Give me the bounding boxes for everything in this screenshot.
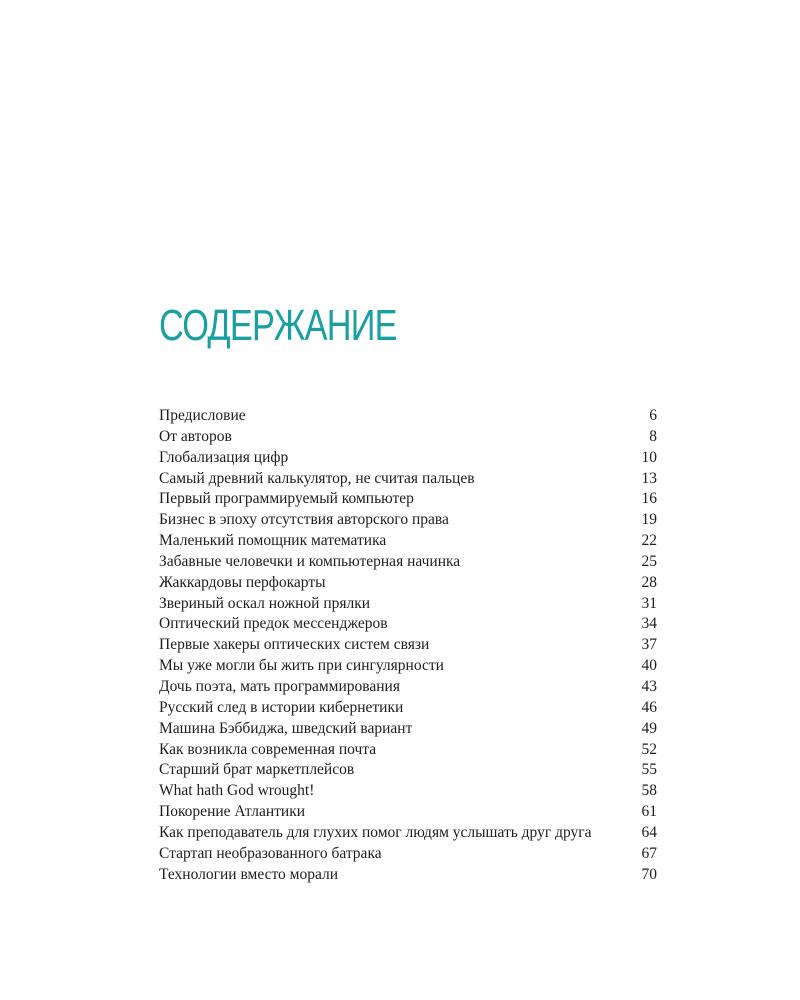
- table-of-contents: [159, 406, 657, 885]
- toc-entry-page: 67: [641, 844, 657, 862]
- toc-entry-title: Дочь поэта, мать программирования: [159, 677, 400, 695]
- toc-entry-page: 46: [641, 698, 657, 716]
- toc-entry: [159, 802, 657, 823]
- toc-entry: [159, 823, 657, 844]
- page-title: СОДЕРЖАНИЕ: [159, 301, 397, 350]
- toc-entry: [159, 698, 657, 719]
- toc-entry-page: 49: [641, 719, 657, 737]
- toc-entry-page: 40: [641, 657, 657, 675]
- toc-entry-page: 10: [641, 448, 657, 466]
- toc-entry-title: Первый программируемый компьютер: [159, 490, 414, 508]
- toc-entry-page: 55: [641, 761, 657, 779]
- toc-entry-page: 6: [649, 407, 657, 424]
- toc-entry-title: Бизнес в эпоху отсутствия авторского права: [159, 511, 449, 529]
- toc-entry-title: Маленький помощник математика: [159, 532, 387, 550]
- toc-entry-title: Машина Бэббиджа, шведский вариант: [159, 719, 413, 737]
- toc-entry-title: Самый древний калькулятор, не считая пальцев: [159, 469, 475, 487]
- toc-entry-title: Звериный оскал ножной прялки: [159, 594, 371, 612]
- toc-entry: [159, 448, 657, 469]
- toc-entry-title: Первые хакеры оптических систем связи: [159, 636, 430, 654]
- toc-entry: [159, 635, 657, 656]
- toc-entry-page: 13: [641, 469, 657, 487]
- toc-entry: [159, 656, 657, 677]
- toc-entry: [159, 531, 657, 552]
- toc-entry-title: Предисловие: [159, 407, 246, 424]
- toc-entry-page: 34: [641, 615, 657, 633]
- toc-entry-page: 16: [641, 490, 657, 508]
- toc-entry-page: 61: [641, 803, 657, 821]
- toc-entry: [159, 760, 657, 781]
- toc-entry-title: What hath God wrought!: [159, 782, 315, 800]
- toc-entry-title: Русский след в истории кибернетики: [159, 698, 404, 716]
- toc-entry-title: Как возникла современная почта: [159, 740, 377, 758]
- toc-entry-title: Забавные человечки и компьютерная начинка: [159, 552, 461, 570]
- toc-entry-title: Покорение Атлантики: [159, 803, 306, 821]
- toc-entry: [159, 469, 657, 490]
- toc-entry-page: 37: [641, 636, 657, 654]
- toc-entry-title: Старший брат маркетплейсов: [159, 761, 355, 779]
- toc-entry: [159, 844, 657, 865]
- toc-entry-page: 8: [649, 427, 657, 445]
- toc-entry: [159, 573, 657, 594]
- toc-entry-title: Технологии вместо морали: [159, 865, 339, 883]
- toc-entry-page: 58: [641, 782, 657, 800]
- toc-entry-title: Стартап необразованного батрака: [159, 844, 382, 862]
- toc-entry-page: 70: [641, 865, 657, 883]
- toc-entry: [159, 614, 657, 635]
- toc-entry: [159, 594, 657, 615]
- toc-entry: [159, 677, 657, 698]
- toc-entry-page: 43: [641, 677, 657, 695]
- toc-entry-title: Жаккардовы перфокарты: [159, 573, 326, 591]
- toc-entry: [159, 406, 657, 427]
- toc-entry-page: 22: [641, 532, 657, 550]
- toc-entry: [159, 865, 657, 886]
- toc-entry-title: Оптический предок мессенджеров: [159, 615, 388, 633]
- toc-entry-page: 31: [641, 594, 657, 612]
- toc-entry-title: От авторов: [159, 427, 232, 445]
- toc-entry-title: Глобализация цифр: [159, 448, 289, 466]
- toc-entry: [159, 719, 657, 740]
- toc-entry-title: Мы уже могли бы жить при сингулярности: [159, 657, 444, 675]
- toc-entry-page: 52: [641, 740, 657, 758]
- toc-entry: [159, 740, 657, 761]
- toc-entry: [159, 427, 657, 448]
- toc-entry: [159, 489, 657, 510]
- toc-entry-page: 19: [641, 511, 657, 529]
- toc-entry-page: 64: [641, 823, 657, 841]
- toc-entry-page: 25: [641, 552, 657, 570]
- toc-entry-title: Как преподаватель для глухих помог людям услышать друг друга: [159, 823, 592, 841]
- toc-entry: [159, 552, 657, 573]
- toc-entry-page: 28: [641, 573, 657, 591]
- toc-entry: [159, 781, 657, 802]
- toc-entry: [159, 510, 657, 531]
